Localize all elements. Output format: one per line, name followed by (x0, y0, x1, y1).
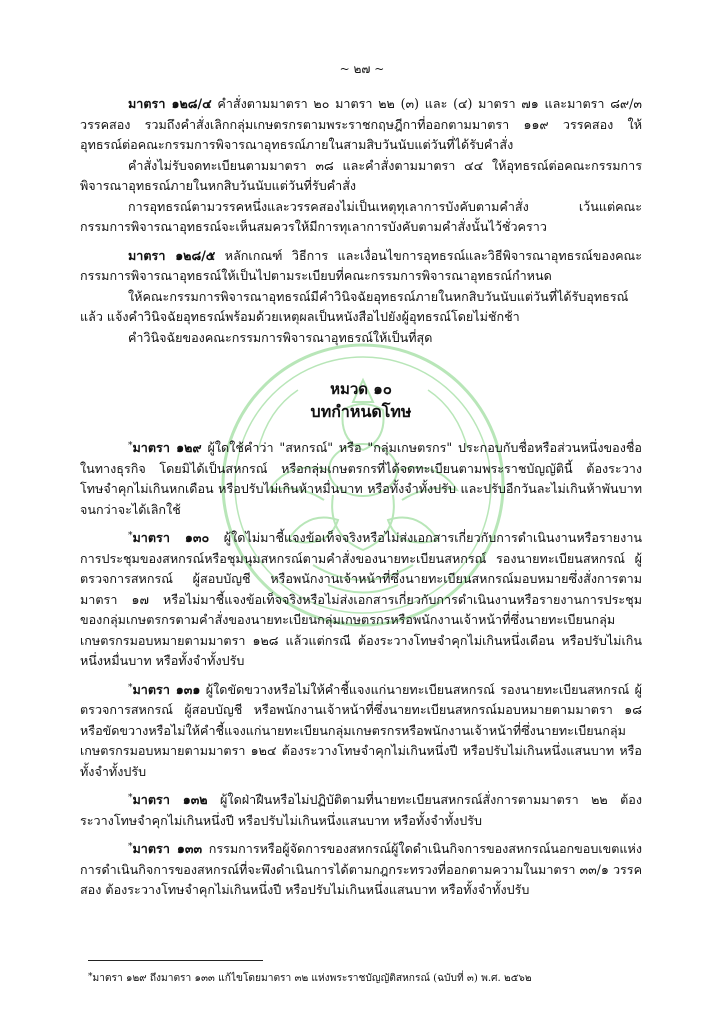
penalty-section (80, 680, 642, 783)
section-paragraph-lead (80, 246, 642, 287)
section-paragraph-lead (80, 94, 642, 156)
section-text: การอุทธรณ์ตามวรรคหนึ่งและวรรคสองไม่เป็นเหตุทุเลาการบังคับตามคำสั่ง เว้นแต่คณะกรรมการพิจารณาอุทธรณ์จะเห็นสมควรให้มีการทุเลาการบังคับตามคำสั่งนั้นไว้ชั่วคราว (80, 198, 642, 234)
footnote (88, 972, 648, 986)
section-heading: มาตรา ๑๓๐ (132, 530, 210, 545)
section-heading: มาตรา ๑๓๒ (132, 792, 208, 807)
amendment-marker: * (128, 842, 133, 852)
chapter-number: หมวด ๑๐ (330, 380, 392, 398)
amendment-marker: * (128, 793, 133, 803)
sections-after-chapter (80, 438, 642, 901)
section-text: ผู้ใดฝ่าฝืนหรือไม่ปฏิบัติตามที่นายทะเบียนสหกรณ์สั่งการตามมาตรา ๒๒ ต้องระวางโทษจำคุกไม่เกินหนึ่งปี หรือปรับไม่เกินหนึ่งแสนบาท หรือทั้งจำทั้งปรับ (80, 792, 642, 828)
penalty-section (80, 438, 642, 520)
footnote-text: มาตรา ๑๒๙ ถึงมาตรา ๑๓๓ แก้ไขโดยมาตรา ๓๒ แห่งพระราชบัญญัติสหกรณ์ (ฉบับที่ ๓) พ.ศ. ๒๕๖๒ (92, 973, 532, 984)
section-paragraph (80, 156, 642, 197)
section-text: ผู้ใดไม่มาชี้แจงข้อเท็จจริงหรือไม่ส่งเอกสารเกี่ยวกับการดำเนินงานหรือรายงานการประชุมของสหกรณ์หรือชุมนุมสหกรณ์ตามคำสั่งของนายทะเบียนสหกรณ์ รองนายทะเบียนสหกรณ์ ผู้ตรวจการสหกรณ์ ผู้สอบบัญชี หรือพนักงานเจ้าหน้าที่ซึ่งนายทะเบียนสหกรณ์มอบหมายซึ่งสั่งการตามมาตรา ๑๗ หรือไม่มาชี้แจงข้อเท็จจริงหรือไม่ส่งเอกสารเกี่ยวกับการดำเนินงานหรือรายงานการประชุมของกลุ่มเกษตรกรตามคำสั่งของนายทะเบียนกลุ่มเกษตรกรหรือพนักงานเจ้าหน้าที่ซึ่งนายทะเบียนกลุ่มเกษตรกรมอบหมายตามมาตรา ๑๒๘ แล้วแต่กรณี ต้องระวางโทษจำคุกไม่เกินหนึ่งเดือน หรือปรับไม่เกินหนึ่งหมื่นบาท หรือทั้งจำทั้งปรับ (80, 530, 642, 668)
section-paragraph (80, 328, 642, 349)
section-text: กรรมการหรือผู้จัดการของสหกรณ์ผู้ใดดำเนินกิจการของสหกรณ์นอกขอบเขตแห่งการดำเนินกิจการของสหกรณ์ที่จะพึงดำเนินการได้ตามกฎกระทรวงที่ออกตามความในมาตรา ๓๓/๑ วรรคสอง ต้องระวางโทษจำคุกไม่เกินหนึ่งปี หรือปรับไม่เกินหนึ่งแสนบาท หรือทั้งจำทั้งปรับ (80, 841, 642, 897)
section-heading: มาตรา ๑๓๑ (132, 681, 201, 697)
section-text: คำวินิจฉัยของคณะกรรมการพิจารณาอุทธรณ์ให้เป็นที่สุด (128, 329, 433, 345)
page-number: ~ ๒๗ ~ (339, 62, 385, 76)
section-heading: มาตรา ๑๒๘/๔ (128, 96, 212, 111)
section-text: คำสั่งไม่รับจดทะเบียนตามมาตรา ๓๘ และคำสั่งตามมาตรา ๔๔ ให้อุทธรณ์ต่อคณะกรรมการพิจารณาอุทธรณ์ภายในหกสิบวันนับแต่วันที่รับคำสั่ง (80, 157, 642, 193)
section-text: ให้คณะกรรมการพิจารณาอุทธรณ์มีคำวินิจฉัยอุทธรณ์ภายในหกสิบวันนับแต่วันที่ได้รับอุทธรณ์แล้ว แจ้งคำวินิจฉัยอุทธรณ์พร้อมด้วยเหตุผลเป็นหนังสือไปยังผู้อุทธรณ์โดยไม่ชักช้า (80, 288, 629, 324)
sections-before-chapter (80, 94, 642, 348)
penalty-section (80, 790, 642, 831)
section-heading: มาตรา ๑๒๘/๕ (128, 247, 216, 263)
document-body (80, 94, 642, 901)
section-paragraph (80, 287, 642, 328)
footnote-marker: * (88, 972, 93, 982)
penalty-section (80, 528, 642, 672)
section-text: คำสั่งตามมาตรา ๒๐ มาตรา ๒๒ (๓) และ (๔) มาตรา ๗๑ และมาตรา ๘๙/๓ วรรคสอง รวมถึงคำสั่งเลิกกลุ่มเกษตรกรตามพระราชกฤษฎีกาที่ออกตามมาตรา ๑๑๙ วรรคสอง ให้อุทธรณ์ต่อคณะกรรมการพิจารณาอุทธรณ์ภายในสามสิบวันนับแต่วันที่ได้รับคำสั่ง (80, 96, 642, 152)
section-heading: มาตรา ๑๓๓ (132, 841, 203, 856)
section-heading: มาตรา ๑๒๙ (132, 440, 202, 455)
footnote-divider (88, 960, 263, 961)
amendment-marker: * (128, 531, 133, 541)
amendment-marker: * (128, 682, 133, 693)
chapter-title: บทกำหนดโทษ (310, 402, 412, 421)
penalty-section (80, 839, 642, 901)
section-text: หลักเกณฑ์ วิธีการ และเงื่อนไขการอุทธรณ์และวิธีพิจารณาอุทธรณ์ของคณะกรรมการพิจารณาอุทธรณ์ให้เป็นไปตามระเบียบที่คณะกรรมการพิจารณาอุทธรณ์กำหนด (80, 247, 642, 283)
section-paragraph (80, 197, 642, 238)
amendment-marker: * (128, 441, 133, 451)
section-text: ผู้ใดขัดขวางหรือไม่ให้คำชี้แจงแก่นายทะเบียนสหกรณ์ รองนายทะเบียนสหกรณ์ ผู้ตรวจการสหกรณ์ ผู้สอบบัญชี หรือพนักงานเจ้าหน้าที่ซึ่งนายทะเบียนสหกรณ์มอบหมายตามมาตรา ๑๘ หรือขัดขวางหรือไม่ให้คำชี้แจงแก่นายทะเบียนกลุ่มเกษตรกรหรือพนักงานเจ้าหน้าที่ซึ่งนายทะเบียนกลุ่มเกษตรกรมอบหมายตามมาตรา ๑๒๔ ต้องระวางโทษจำคุกไม่เกินหนึ่งปี หรือปรับไม่เกินหนึ่งแสนบาท หรือทั้งจำทั้งปรับ (80, 681, 642, 779)
section-text: ผู้ใดใช้คำว่า "สหกรณ์" หรือ "กลุ่มเกษตรกร" ประกอบกับชื่อหรือส่วนหนึ่งของชื่อในทางธุรกิจ โดยมิได้เป็นสหกรณ์ หรือกลุ่มเกษตรกรที่ได้จดทะเบียนตามพระราชบัญญัตินี้ ต้องระวางโทษจำคุกไม่เกินหกเดือน หรือปรับไม่เกินห้าหมื่นบาท หรือทั้งจำทั้งปรับ และปรับอีกวันละไม่เกินห้าพันบาทจนกว่าจะได้เลิกใช้ (80, 440, 642, 517)
